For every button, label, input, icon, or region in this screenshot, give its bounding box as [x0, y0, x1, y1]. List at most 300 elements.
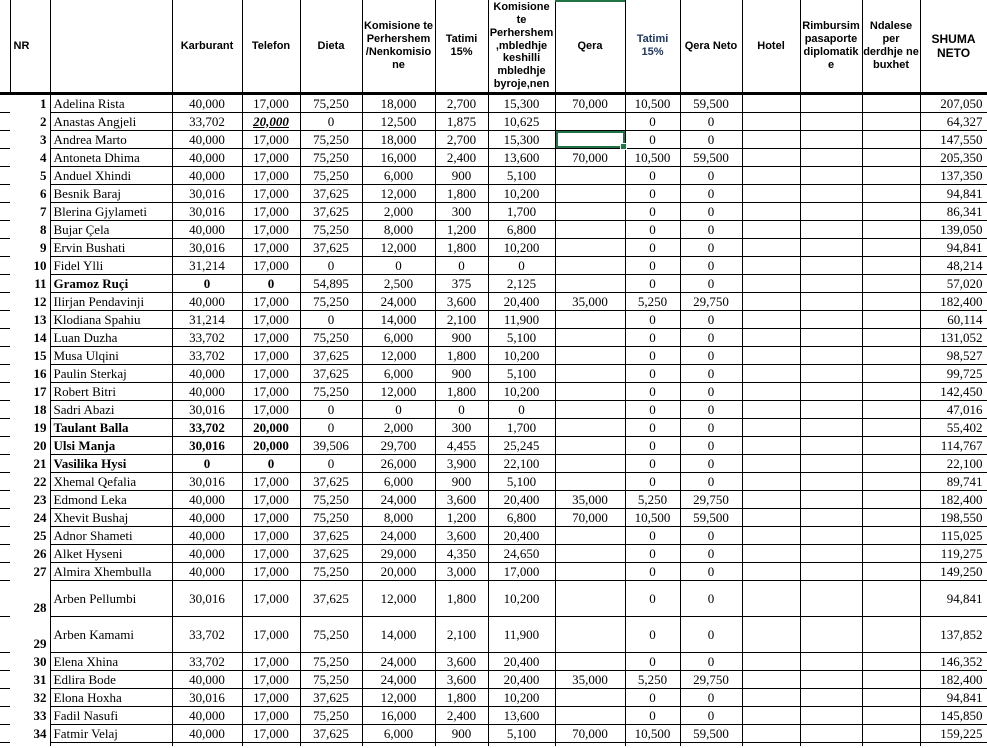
cell-3-karburant[interactable]: 40,000 [172, 131, 242, 149]
cell-6-telefon[interactable]: 17,000 [242, 185, 300, 203]
cell-25-name[interactable]: Adnor Shameti [50, 527, 172, 545]
cell-2-ndalese[interactable] [862, 113, 920, 131]
cell-7-telefon[interactable]: 17,000 [242, 203, 300, 221]
cell-16-rimbursim[interactable] [800, 365, 862, 383]
cell-26-komisione_mbledhje[interactable]: 24,650 [488, 545, 555, 563]
cell-12-karburant[interactable]: 40,000 [172, 293, 242, 311]
cell-4-dieta[interactable]: 75,250 [300, 149, 362, 167]
cell-25-karburant[interactable]: 40,000 [172, 527, 242, 545]
cell-5-name[interactable]: Anduel Xhindi [50, 167, 172, 185]
cell-14-rimbursim[interactable] [800, 329, 862, 347]
cell-4-name[interactable]: Antoneta Dhima [50, 149, 172, 167]
cell-12-rimbursim[interactable] [800, 293, 862, 311]
cell-9-ndalese[interactable] [862, 239, 920, 257]
cell-22-name[interactable]: Xhemal Qefalia [50, 473, 172, 491]
col-header-nr[interactable]: NR [10, 0, 50, 94]
cell-33-karburant[interactable]: 40,000 [172, 707, 242, 725]
cell-12-shuma_neto[interactable]: 182,400 [920, 293, 987, 311]
cell-31-nr[interactable]: 31 [10, 671, 50, 689]
cell-26-dieta[interactable]: 37,625 [300, 545, 362, 563]
cell-13-karburant[interactable]: 31,214 [172, 311, 242, 329]
cell-5-dieta[interactable]: 75,250 [300, 167, 362, 185]
cell-3-name[interactable]: Andrea Marto [50, 131, 172, 149]
cell-5-hotel[interactable] [742, 167, 800, 185]
cell-13-qera[interactable] [555, 311, 625, 329]
cell-34-name[interactable]: Fatmir Velaj [50, 725, 172, 743]
cell-7-ndalese[interactable] [862, 203, 920, 221]
cell-10-telefon[interactable]: 17,000 [242, 257, 300, 275]
cell-12-komisione_nenkomisione[interactable]: 24,000 [362, 293, 435, 311]
cell-7-qera[interactable] [555, 203, 625, 221]
cell-29-name[interactable]: Arben Kamami [50, 617, 172, 653]
cell-8-name[interactable]: Bujar Çela [50, 221, 172, 239]
cell-33-name[interactable]: Fadil Nasufi [50, 707, 172, 725]
cell-4-tatimi_2[interactable]: 10,500 [625, 149, 680, 167]
cell-11-qera[interactable] [555, 275, 625, 293]
cell-15-name[interactable]: Musa Ulqini [50, 347, 172, 365]
cell-24-karburant[interactable]: 40,000 [172, 509, 242, 527]
cell-28-qera[interactable] [555, 581, 625, 617]
cell-11-komisione_mbledhje[interactable]: 2,125 [488, 275, 555, 293]
cell-11-hotel[interactable] [742, 275, 800, 293]
cell-31-dieta[interactable]: 75,250 [300, 671, 362, 689]
cell-23-nr[interactable]: 23 [10, 491, 50, 509]
cell-8-telefon[interactable]: 17,000 [242, 221, 300, 239]
cell-24-shuma_neto[interactable]: 198,550 [920, 509, 987, 527]
cell-10-hotel[interactable] [742, 257, 800, 275]
cell-26-hotel[interactable] [742, 545, 800, 563]
cell-19-qera_neto[interactable]: 0 [680, 419, 742, 437]
cell-33-qera_neto[interactable]: 0 [680, 707, 742, 725]
cell-34-karburant[interactable]: 40,000 [172, 725, 242, 743]
cell-6-rimbursim[interactable] [800, 185, 862, 203]
cell-18-telefon[interactable]: 17,000 [242, 401, 300, 419]
cell-3-nr[interactable]: 3 [10, 131, 50, 149]
cell-12-nr[interactable]: 12 [10, 293, 50, 311]
cell-20-hotel[interactable] [742, 437, 800, 455]
cell-1-nr[interactable]: 1 [10, 94, 50, 113]
cell-16-qera[interactable] [555, 365, 625, 383]
cell-21-ndalese[interactable] [862, 455, 920, 473]
cell-30-name[interactable]: Elena Xhina [50, 653, 172, 671]
cell-13-hotel[interactable] [742, 311, 800, 329]
cell-6-komisione_nenkomisione[interactable]: 12,000 [362, 185, 435, 203]
cell-30-rimbursim[interactable] [800, 653, 862, 671]
cell-28-rimbursim[interactable] [800, 581, 862, 617]
cell-15-qera_neto[interactable]: 0 [680, 347, 742, 365]
cell-5-komisione_nenkomisione[interactable]: 6,000 [362, 167, 435, 185]
cell-16-dieta[interactable]: 37,625 [300, 365, 362, 383]
cell-7-tatimi_1[interactable]: 300 [435, 203, 488, 221]
cell-2-qera_neto[interactable]: 0 [680, 113, 742, 131]
cell-14-tatimi_1[interactable]: 900 [435, 329, 488, 347]
cell-18-shuma_neto[interactable]: 47,016 [920, 401, 987, 419]
cell-26-ndalese[interactable] [862, 545, 920, 563]
cell-12-ndalese[interactable] [862, 293, 920, 311]
cell-1-qera[interactable]: 70,000 [555, 94, 625, 113]
cell-7-shuma_neto[interactable]: 86,341 [920, 203, 987, 221]
cell-31-karburant[interactable]: 40,000 [172, 671, 242, 689]
cell-18-qera_neto[interactable]: 0 [680, 401, 742, 419]
cell-25-ndalese[interactable] [862, 527, 920, 545]
cell-4-telefon[interactable]: 17,000 [242, 149, 300, 167]
cell-28-shuma_neto[interactable]: 94,841 [920, 581, 987, 617]
cell-11-tatimi_2[interactable]: 0 [625, 275, 680, 293]
cell-23-ndalese[interactable] [862, 491, 920, 509]
cell-30-tatimi_1[interactable]: 3,600 [435, 653, 488, 671]
cell-21-qera_neto[interactable]: 0 [680, 455, 742, 473]
cell-17-qera[interactable] [555, 383, 625, 401]
cell-8-rimbursim[interactable] [800, 221, 862, 239]
cell-1-komisione_nenkomisione[interactable]: 18,000 [362, 94, 435, 113]
cell-10-komisione_mbledhje[interactable]: 0 [488, 257, 555, 275]
cell-19-tatimi_1[interactable]: 300 [435, 419, 488, 437]
cell-31-name[interactable]: Edlira Bode [50, 671, 172, 689]
cell-28-karburant[interactable]: 30,016 [172, 581, 242, 617]
cell-1-dieta[interactable]: 75,250 [300, 94, 362, 113]
cell-6-hotel[interactable] [742, 185, 800, 203]
cell-14-komisione_mbledhje[interactable]: 5,100 [488, 329, 555, 347]
cell-16-hotel[interactable] [742, 365, 800, 383]
cell-9-qera[interactable] [555, 239, 625, 257]
cell-17-name[interactable]: Robert Bitri [50, 383, 172, 401]
cell-34-hotel[interactable] [742, 725, 800, 743]
cell-1-rimbursim[interactable] [800, 94, 862, 113]
cell-33-hotel[interactable] [742, 707, 800, 725]
cell-2-tatimi_1[interactable]: 1,875 [435, 113, 488, 131]
cell-17-hotel[interactable] [742, 383, 800, 401]
cell-16-shuma_neto[interactable]: 99,725 [920, 365, 987, 383]
cell-19-nr[interactable]: 19 [10, 419, 50, 437]
cell-28-telefon[interactable]: 17,000 [242, 581, 300, 617]
cell-10-dieta[interactable]: 0 [300, 257, 362, 275]
cell-33-ndalese[interactable] [862, 707, 920, 725]
cell-15-nr[interactable]: 15 [10, 347, 50, 365]
cell-2-karburant[interactable]: 33,702 [172, 113, 242, 131]
cell-27-ndalese[interactable] [862, 563, 920, 581]
cell-20-tatimi_1[interactable]: 4,455 [435, 437, 488, 455]
cell-7-dieta[interactable]: 37,625 [300, 203, 362, 221]
cell-8-shuma_neto[interactable]: 139,050 [920, 221, 987, 239]
cell-10-karburant[interactable]: 31,214 [172, 257, 242, 275]
cell-24-komisione_mbledhje[interactable]: 6,800 [488, 509, 555, 527]
cell-30-karburant[interactable]: 33,702 [172, 653, 242, 671]
cell-2-komisione_nenkomisione[interactable]: 12,500 [362, 113, 435, 131]
cell-27-qera_neto[interactable]: 0 [680, 563, 742, 581]
cell-20-name[interactable]: Ulsi Manja [50, 437, 172, 455]
cell-30-qera[interactable] [555, 653, 625, 671]
cell-9-rimbursim[interactable] [800, 239, 862, 257]
cell-31-shuma_neto[interactable]: 182,400 [920, 671, 987, 689]
cell-22-shuma_neto[interactable]: 89,741 [920, 473, 987, 491]
cell-20-rimbursim[interactable] [800, 437, 862, 455]
cell-24-qera_neto[interactable]: 59,500 [680, 509, 742, 527]
cell-15-karburant[interactable]: 33,702 [172, 347, 242, 365]
cell-34-qera_neto[interactable]: 59,500 [680, 725, 742, 743]
cell-3-shuma_neto[interactable]: 147,550 [920, 131, 987, 149]
cell-8-komisione_nenkomisione[interactable]: 8,000 [362, 221, 435, 239]
cell-22-tatimi_2[interactable]: 0 [625, 473, 680, 491]
cell-19-ndalese[interactable] [862, 419, 920, 437]
cell-18-hotel[interactable] [742, 401, 800, 419]
cell-8-hotel[interactable] [742, 221, 800, 239]
cell-5-shuma_neto[interactable]: 137,350 [920, 167, 987, 185]
cell-18-name[interactable]: Sadri Abazi [50, 401, 172, 419]
cell-19-dieta[interactable]: 0 [300, 419, 362, 437]
cell-30-shuma_neto[interactable]: 146,352 [920, 653, 987, 671]
cell-2-name[interactable]: Anastas Angjeli [50, 113, 172, 131]
cell-13-dieta[interactable]: 0 [300, 311, 362, 329]
cell-16-komisione_mbledhje[interactable]: 5,100 [488, 365, 555, 383]
selection-fill-handle[interactable] [620, 143, 627, 150]
cell-24-komisione_nenkomisione[interactable]: 8,000 [362, 509, 435, 527]
cell-13-shuma_neto[interactable]: 60,114 [920, 311, 987, 329]
cell-29-dieta[interactable]: 75,250 [300, 617, 362, 653]
col-header-hotel[interactable]: Hotel [742, 0, 800, 94]
cell-25-dieta[interactable]: 37,625 [300, 527, 362, 545]
cell-23-komisione_mbledhje[interactable]: 20,400 [488, 491, 555, 509]
cell-18-nr[interactable]: 18 [10, 401, 50, 419]
cell-13-tatimi_2[interactable]: 0 [625, 311, 680, 329]
cell-21-rimbursim[interactable] [800, 455, 862, 473]
cell-12-tatimi_1[interactable]: 3,600 [435, 293, 488, 311]
cell-13-ndalese[interactable] [862, 311, 920, 329]
cell-4-shuma_neto[interactable]: 205,350 [920, 149, 987, 167]
cell-23-tatimi_2[interactable]: 5,250 [625, 491, 680, 509]
cell-6-komisione_mbledhje[interactable]: 10,200 [488, 185, 555, 203]
cell-21-karburant[interactable]: 0 [172, 455, 242, 473]
cell-32-komisione_nenkomisione[interactable]: 12,000 [362, 689, 435, 707]
cell-26-rimbursim[interactable] [800, 545, 862, 563]
col-header-komisione_mbledhje[interactable]: Komisione te Perhershem,mbledhje keshilli mbledhje byroje,nen [488, 0, 555, 94]
cell-15-tatimi_2[interactable]: 0 [625, 347, 680, 365]
cell-1-karburant[interactable]: 40,000 [172, 94, 242, 113]
cell-1-name[interactable]: Adelina Rista [50, 94, 172, 113]
cell-17-rimbursim[interactable] [800, 383, 862, 401]
cell-3-tatimi_1[interactable]: 2,700 [435, 131, 488, 149]
cell-8-qera_neto[interactable]: 0 [680, 221, 742, 239]
cell-33-komisione_mbledhje[interactable]: 13,600 [488, 707, 555, 725]
cell-18-tatimi_2[interactable]: 0 [625, 401, 680, 419]
cell-17-karburant[interactable]: 40,000 [172, 383, 242, 401]
cell-9-shuma_neto[interactable]: 94,841 [920, 239, 987, 257]
cell-24-rimbursim[interactable] [800, 509, 862, 527]
cell-24-dieta[interactable]: 75,250 [300, 509, 362, 527]
cell-29-telefon[interactable]: 17,000 [242, 617, 300, 653]
col-header-komisione_nenkomisione[interactable]: Komisione te Perhershem /Nenkomisione [362, 0, 435, 94]
cell-11-rimbursim[interactable] [800, 275, 862, 293]
cell-28-hotel[interactable] [742, 581, 800, 617]
cell-1-hotel[interactable] [742, 94, 800, 113]
cell-28-name[interactable]: Arben Pellumbi [50, 581, 172, 617]
cell-19-komisione_mbledhje[interactable]: 1,700 [488, 419, 555, 437]
cell-4-komisione_nenkomisione[interactable]: 16,000 [362, 149, 435, 167]
cell-11-karburant[interactable]: 0 [172, 275, 242, 293]
cell-9-telefon[interactable]: 17,000 [242, 239, 300, 257]
cell-26-telefon[interactable]: 17,000 [242, 545, 300, 563]
cell-14-telefon[interactable]: 17,000 [242, 329, 300, 347]
cell-4-nr[interactable]: 4 [10, 149, 50, 167]
cell-32-komisione_mbledhje[interactable]: 10,200 [488, 689, 555, 707]
cell-10-rimbursim[interactable] [800, 257, 862, 275]
cell-16-name[interactable]: Paulin Sterkaj [50, 365, 172, 383]
cell-5-komisione_mbledhje[interactable]: 5,100 [488, 167, 555, 185]
cell-29-tatimi_1[interactable]: 2,100 [435, 617, 488, 653]
cell-29-komisione_nenkomisione[interactable]: 14,000 [362, 617, 435, 653]
cell-14-qera[interactable] [555, 329, 625, 347]
cell-2-tatimi_2[interactable]: 0 [625, 113, 680, 131]
cell-15-ndalese[interactable] [862, 347, 920, 365]
cell-3-qera_neto[interactable]: 0 [680, 131, 742, 149]
cell-31-qera_neto[interactable]: 29,750 [680, 671, 742, 689]
cell-28-qera_neto[interactable]: 0 [680, 581, 742, 617]
cell-16-karburant[interactable]: 40,000 [172, 365, 242, 383]
cell-22-qera[interactable] [555, 473, 625, 491]
cell-10-name[interactable]: Fidel Ylli [50, 257, 172, 275]
cell-7-komisione_nenkomisione[interactable]: 2,000 [362, 203, 435, 221]
cell-12-hotel[interactable] [742, 293, 800, 311]
cell-23-qera_neto[interactable]: 29,750 [680, 491, 742, 509]
cell-27-komisione_nenkomisione[interactable]: 20,000 [362, 563, 435, 581]
cell-11-nr[interactable]: 11 [10, 275, 50, 293]
cell-6-ndalese[interactable] [862, 185, 920, 203]
cell-25-komisione_mbledhje[interactable]: 20,400 [488, 527, 555, 545]
cell-13-komisione_mbledhje[interactable]: 11,900 [488, 311, 555, 329]
cell-4-qera[interactable]: 70,000 [555, 149, 625, 167]
cell-21-hotel[interactable] [742, 455, 800, 473]
cell-24-nr[interactable]: 24 [10, 509, 50, 527]
cell-21-dieta[interactable]: 0 [300, 455, 362, 473]
cell-31-hotel[interactable] [742, 671, 800, 689]
cell-11-name[interactable]: Gramoz Ruçi [50, 275, 172, 293]
cell-32-hotel[interactable] [742, 689, 800, 707]
cell-7-rimbursim[interactable] [800, 203, 862, 221]
cell-22-qera_neto[interactable]: 0 [680, 473, 742, 491]
cell-9-komisione_nenkomisione[interactable]: 12,000 [362, 239, 435, 257]
cell-22-komisione_nenkomisione[interactable]: 6,000 [362, 473, 435, 491]
cell-26-qera[interactable] [555, 545, 625, 563]
cell-10-qera[interactable] [555, 257, 625, 275]
cell-5-tatimi_2[interactable]: 0 [625, 167, 680, 185]
cell-17-ndalese[interactable] [862, 383, 920, 401]
cell-3-tatimi_2[interactable]: 0 [625, 131, 680, 149]
cell-14-tatimi_2[interactable]: 0 [625, 329, 680, 347]
cell-20-dieta[interactable]: 39,506 [300, 437, 362, 455]
cell-2-shuma_neto[interactable]: 64,327 [920, 113, 987, 131]
cell-23-hotel[interactable] [742, 491, 800, 509]
cell-23-shuma_neto[interactable]: 182,400 [920, 491, 987, 509]
cell-9-qera_neto[interactable]: 0 [680, 239, 742, 257]
cell-25-komisione_nenkomisione[interactable]: 24,000 [362, 527, 435, 545]
cell-4-rimbursim[interactable] [800, 149, 862, 167]
cell-23-tatimi_1[interactable]: 3,600 [435, 491, 488, 509]
cell-10-qera_neto[interactable]: 0 [680, 257, 742, 275]
cell-25-tatimi_1[interactable]: 3,600 [435, 527, 488, 545]
cell-24-hotel[interactable] [742, 509, 800, 527]
cell-29-shuma_neto[interactable]: 137,852 [920, 617, 987, 653]
cell-7-tatimi_2[interactable]: 0 [625, 203, 680, 221]
cell-34-tatimi_1[interactable]: 900 [435, 725, 488, 743]
cell-34-dieta[interactable]: 37,625 [300, 725, 362, 743]
cell-16-tatimi_1[interactable]: 900 [435, 365, 488, 383]
cell-15-telefon[interactable]: 17,000 [242, 347, 300, 365]
cell-27-karburant[interactable]: 40,000 [172, 563, 242, 581]
cell-20-shuma_neto[interactable]: 114,767 [920, 437, 987, 455]
cell-15-rimbursim[interactable] [800, 347, 862, 365]
cell-22-nr[interactable]: 22 [10, 473, 50, 491]
col-header-qera_neto[interactable]: Qera Neto [680, 0, 742, 94]
cell-25-shuma_neto[interactable]: 115,025 [920, 527, 987, 545]
cell-9-komisione_mbledhje[interactable]: 10,200 [488, 239, 555, 257]
cell-28-nr[interactable]: 28 [10, 581, 50, 617]
cell-4-komisione_mbledhje[interactable]: 13,600 [488, 149, 555, 167]
cell-14-komisione_nenkomisione[interactable]: 6,000 [362, 329, 435, 347]
col-header-qera[interactable]: Qera [555, 0, 625, 94]
cell-34-qera[interactable]: 70,000 [555, 725, 625, 743]
cell-31-qera[interactable]: 35,000 [555, 671, 625, 689]
cell-10-ndalese[interactable] [862, 257, 920, 275]
cell-29-rimbursim[interactable] [800, 617, 862, 653]
cell-27-dieta[interactable]: 75,250 [300, 563, 362, 581]
cell-17-shuma_neto[interactable]: 142,450 [920, 383, 987, 401]
cell-29-karburant[interactable]: 33,702 [172, 617, 242, 653]
cell-19-telefon[interactable]: 20,000 [242, 419, 300, 437]
cell-33-qera[interactable] [555, 707, 625, 725]
cell-22-dieta[interactable]: 37,625 [300, 473, 362, 491]
cell-19-hotel[interactable] [742, 419, 800, 437]
cell-27-shuma_neto[interactable]: 149,250 [920, 563, 987, 581]
cell-17-qera_neto[interactable]: 0 [680, 383, 742, 401]
cell-12-komisione_mbledhje[interactable]: 20,400 [488, 293, 555, 311]
cell-34-rimbursim[interactable] [800, 725, 862, 743]
cell-12-name[interactable]: Ilirjan Pendavinji [50, 293, 172, 311]
cell-22-ndalese[interactable] [862, 473, 920, 491]
cell-17-nr[interactable]: 17 [10, 383, 50, 401]
cell-7-komisione_mbledhje[interactable]: 1,700 [488, 203, 555, 221]
cell-15-dieta[interactable]: 37,625 [300, 347, 362, 365]
cell-18-qera[interactable] [555, 401, 625, 419]
col-header-telefon[interactable]: Telefon [242, 0, 300, 94]
cell-2-dieta[interactable]: 0 [300, 113, 362, 131]
cell-13-nr[interactable]: 13 [10, 311, 50, 329]
cell-16-tatimi_2[interactable]: 0 [625, 365, 680, 383]
cell-23-komisione_nenkomisione[interactable]: 24,000 [362, 491, 435, 509]
cell-3-qera[interactable] [555, 131, 625, 149]
cell-1-shuma_neto[interactable]: 207,050 [920, 94, 987, 113]
cell-19-shuma_neto[interactable]: 55,402 [920, 419, 987, 437]
cell-34-telefon[interactable]: 17,000 [242, 725, 300, 743]
cell-23-karburant[interactable]: 40,000 [172, 491, 242, 509]
cell-12-telefon[interactable]: 17,000 [242, 293, 300, 311]
cell-13-telefon[interactable]: 17,000 [242, 311, 300, 329]
cell-6-dieta[interactable]: 37,625 [300, 185, 362, 203]
cell-11-dieta[interactable]: 54,895 [300, 275, 362, 293]
cell-28-tatimi_2[interactable]: 0 [625, 581, 680, 617]
cell-21-qera[interactable] [555, 455, 625, 473]
cell-27-rimbursim[interactable] [800, 563, 862, 581]
cell-23-rimbursim[interactable] [800, 491, 862, 509]
cell-16-komisione_nenkomisione[interactable]: 6,000 [362, 365, 435, 383]
cell-22-rimbursim[interactable] [800, 473, 862, 491]
cell-21-shuma_neto[interactable]: 22,100 [920, 455, 987, 473]
cell-4-tatimi_1[interactable]: 2,400 [435, 149, 488, 167]
cell-16-ndalese[interactable] [862, 365, 920, 383]
cell-17-tatimi_1[interactable]: 1,800 [435, 383, 488, 401]
cell-27-hotel[interactable] [742, 563, 800, 581]
cell-20-karburant[interactable]: 30,016 [172, 437, 242, 455]
cell-13-komisione_nenkomisione[interactable]: 14,000 [362, 311, 435, 329]
cell-29-tatimi_2[interactable]: 0 [625, 617, 680, 653]
